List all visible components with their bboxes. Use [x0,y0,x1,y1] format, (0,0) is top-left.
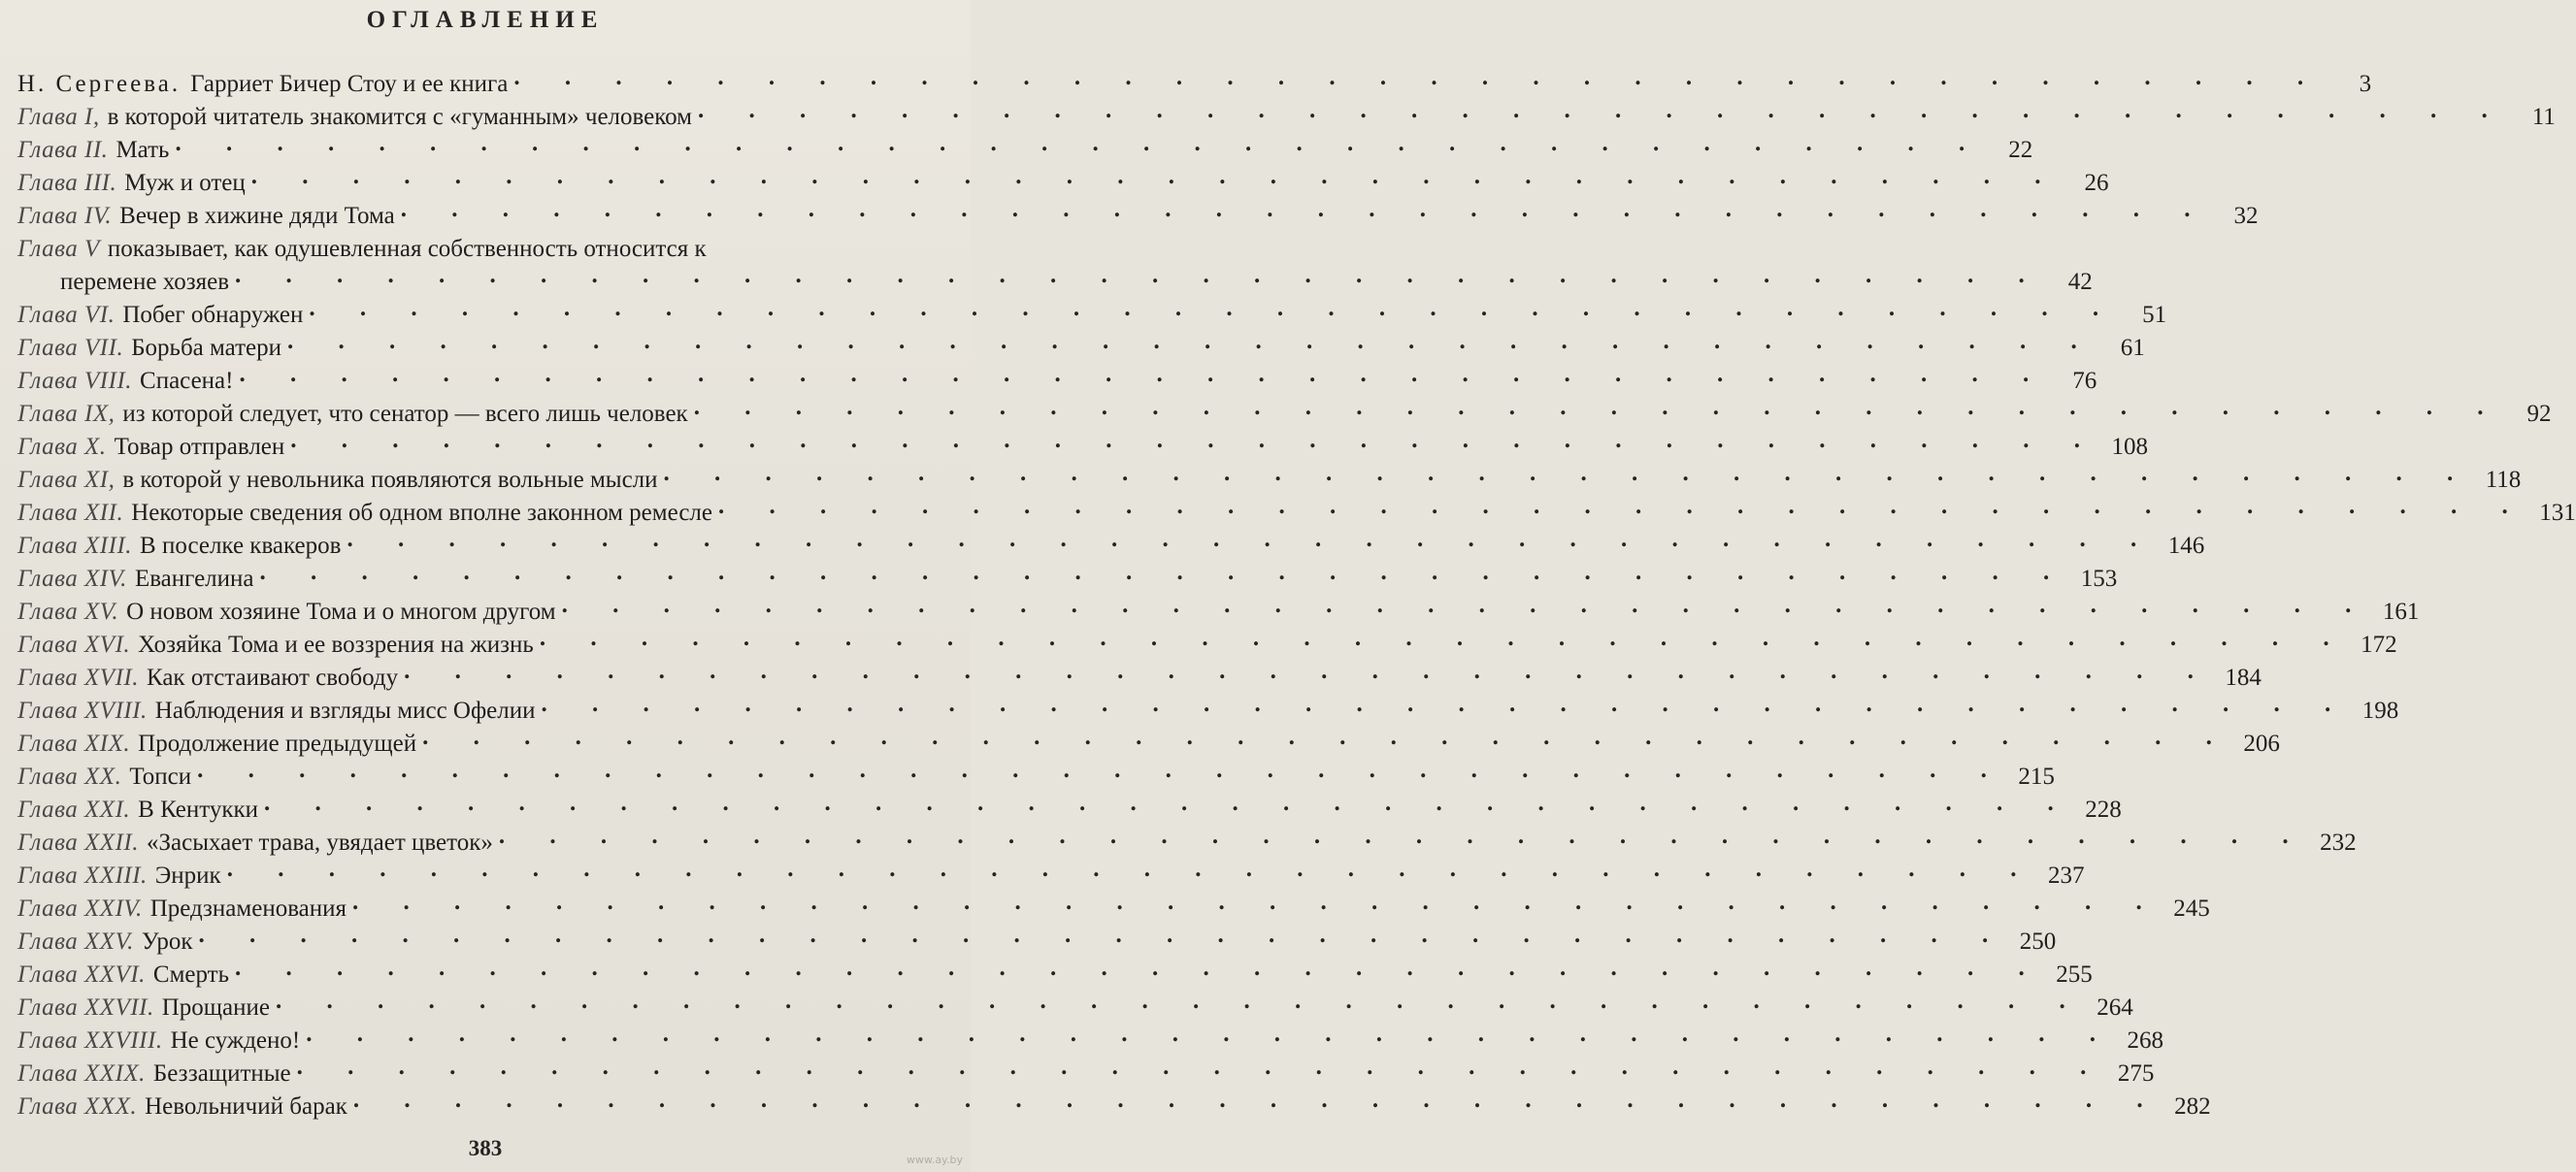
dot-leader: . . . . . . . . . . . . . . . . . . . . . . . . . . . . . . . . . . . . [309,295,2119,321]
chapter-title: Муж и отец [124,170,246,196]
chapter-title: Как отстаивают свободу [146,665,399,691]
toc-page-number: 275 [2117,1060,2155,1087]
chapter-label: Глава VIII. [17,368,133,394]
toc-page-number: 51 [2142,302,2167,328]
toc-page-number: 198 [2361,698,2399,724]
chapter-title: Борьба матери [131,335,282,361]
chapter-label: Глава IV. [17,203,113,229]
watermark: www.ay.by [906,1154,963,1166]
toc-page-number: 282 [2174,1093,2211,1120]
toc-page-number: 22 [2008,137,2033,163]
dot-leader: . . . . . . . . . . . . . . . . . . . . . . . . . . . . . . . . . . . . [717,493,2527,519]
chapter-label: Глава XVIII. [17,698,148,724]
chapter-title: Побег обнаружен [122,302,304,328]
chapter-label: Глава IX, [17,401,116,427]
chapter-title: Топси [129,764,192,790]
chapter-label: Глава II. [17,137,109,163]
toc-line [17,1087,2211,1123]
page-heading: ОГЛАВЛЕНИЕ [366,7,605,33]
toc-entry [17,1087,2211,1123]
toc-page-number: 264 [2097,994,2133,1021]
toc-page-number: 215 [2018,764,2055,790]
dot-leader: . . . . . . . . . . . . . . . . . . . . . . . . . . . . . . . . . . . . [197,757,2006,783]
toc-page-number: 184 [2225,665,2262,691]
dot-leader: . . . . . . . . . . . . . . . . . . . . . . . . . . . . . . . . . . . . [498,823,2308,849]
toc-page-number: 131 [2539,500,2576,526]
dot-leader: . . . . . . . . . . . . . . . . . . . . . . . . . . . . . . . . . . . . [513,64,2324,90]
toc-page-number: 250 [2019,928,2057,955]
chapter-label: Глава XI, [17,467,116,493]
chapter-title: Невольничий барак [145,1093,347,1120]
chapter-label: Глава XXIII. [17,863,148,889]
toc-page-number: 11 [2531,104,2556,130]
dot-leader: . . . . . . . . . . . . . . . . . . . . . . . . . . . . . . . . . . . . [352,1087,2163,1113]
chapter-label: Глава VI. [17,302,116,328]
chapter-title: Смерть [152,961,230,988]
dot-leader: . . . . . . . . . . . . . . . . . . . . . . . . . . . . . . . . . . . . [250,163,2061,189]
dot-leader: . . . . . . . . . . . . . . . . . . . . . . . . . . . . . . . . . . . . [235,955,2044,981]
toc-page-number: 32 [2233,203,2259,229]
chapter-title: Евангелина [134,566,254,592]
toc-page-number: 172 [2361,632,2397,658]
chapter-title-continuation: перемене хозяев [60,269,230,295]
chapter-label: Глава XXVII. [17,994,154,1021]
chapter-label: Глава XIV. [17,566,127,592]
chapter-title: «Засыхает трава, увядает цветок» [146,830,493,856]
toc-page-number: 92 [2526,401,2552,427]
dot-leader: . . . . . . . . . . . . . . . . . . . . . . . . . . . . . . . . . . . . [306,1021,2115,1047]
chapter-title: Продолжение предыдущей [138,731,417,757]
chapter-label: Глава XII. [17,500,124,526]
dot-leader: . . . . . . . . . . . . . . . . . . . . . . . . . . . . . . . . . . . . [539,625,2349,651]
chapter-label: Глава XXX. [17,1093,138,1120]
toc-page-number: 26 [2084,170,2109,196]
toc-author: Н. Сергеева. [17,71,182,97]
toc-page-number: 232 [2320,830,2357,856]
toc-page-number: 228 [2085,797,2122,823]
dot-leader: . . . . . . . . . . . . . . . . . . . . . . . . . . . . . . . . . . . . [663,460,2473,486]
chapter-label: Глава XXVI. [17,961,146,988]
chapter-label: Глава XXV. [17,928,134,955]
chapter-label: Глава XIX. [17,731,131,757]
chapter-title: Беззащитные [152,1060,291,1087]
chapter-title: Прощание [161,994,271,1021]
chapter-title: Вечер в хижине дяди Тома [119,203,395,229]
toc-page-number: 61 [2120,335,2145,361]
toc-title: Гарриет Бичер Стоу и ее книга [190,71,509,97]
dot-leader: . . . . . . . . . . . . . . . . . . . . . . . . . . . . . . . . . . . . [541,691,2351,717]
toc-page-number: 268 [2127,1027,2163,1054]
dot-leader: . . . . . . . . . . . . . . . . . . . . . . . . . . . . . . . . . . . . [698,97,2507,123]
dot-leader: . . . . . . . . . . . . . . . . . . . . . . . . . . . . . . . . . . . . [264,790,2073,816]
table-of-contents [17,64,2576,1123]
chapter-label: Глава XIII. [17,533,133,559]
chapter-list [17,97,2576,1123]
dot-leader: . . . . . . . . . . . . . . . . . . . . . . . . . . . . . . . . . . . . [235,262,2044,288]
chapter-label: Глава XXII. [17,830,139,856]
chapter-title: показывает, как одушевленная собственность относится к [107,236,707,262]
toc-entry [17,196,2259,233]
dot-leader: . . . . . . . . . . . . . . . . . . . . . . . . . . . . . . . . . . . . [422,724,2231,750]
toc-page-number: 206 [2243,731,2280,757]
dot-leader: . . . . . . . . . . . . . . . . . . . . . . . . . . . . . . . . . . . . [259,559,2069,585]
toc-page-number: 76 [2072,368,2097,394]
dot-leader: . . . . . . . . . . . . . . . . . . . . . . . . . . . . . . . . . . . . [347,526,2157,552]
toc-page-number: 3 [2359,71,2372,97]
chapter-label: Глава X. [17,434,107,460]
chapter-title: Спасена! [140,368,234,394]
chapter-title: В поселке квакеров [140,533,342,559]
chapter-title: В Кентукки [138,797,259,823]
toc-page-number: 255 [2056,961,2093,988]
dot-leader: . . . . . . . . . . . . . . . . . . . . . . . . . . . . . . . . . . . . [404,658,2213,684]
chapter-label: Глава XX. [17,764,122,790]
toc-entry [17,233,2093,299]
chapter-label: Глава XVI. [17,632,131,658]
dot-leader: . . . . . . . . . . . . . . . . . . . . . . . . . . . . . . . . . . . . [239,361,2049,387]
toc-line [17,196,2259,233]
dot-leader: . . . . . . . . . . . . . . . . . . . . . . . . . . . . . . . . . . . . [352,889,2162,915]
chapter-label: Глава V [17,236,100,262]
toc-page-number: 146 [2167,533,2205,559]
dot-leader: . . . . . . . . . . . . . . . . . . . . . . . . . . . . . . . . . . . . [276,988,2085,1014]
chapter-label: Глава XXVIII. [17,1027,163,1054]
toc-page-number: 237 [2047,863,2085,889]
chapter-label: Глава III. [17,170,117,196]
chapter-label: Глава XVII. [17,665,139,691]
toc-page-number: 118 [2485,467,2522,493]
chapter-label: Глава XV. [17,599,119,625]
toc-page-number: 42 [2067,269,2093,295]
dot-leader: . . . . . . . . . . . . . . . . . . . . . . . . . . . . . . . . . . . . [693,394,2503,420]
chapter-title: Предзнаменования [149,895,347,922]
dot-leader: . . . . . . . . . . . . . . . . . . . . . . . . . . . . . . . . . . . . [198,922,2008,948]
chapter-title: из которой следует, что сенатор — всего лишь человек [122,401,688,427]
dot-leader: . . . . . . . . . . . . . . . . . . . . . . . . . . . . . . . . . . . . [561,592,2371,618]
chapter-label: Глава XXI. [17,797,131,823]
page-number-folio: 383 [468,1136,503,1160]
chapter-title: Наблюдения и взгляды мисс Офелии [154,698,536,724]
dot-leader: . . . . . . . . . . . . . . . . . . . . . . . . . . . . . . . . . . . . [175,130,1985,156]
toc-page-number: 153 [2080,566,2118,592]
toc-page-number: 108 [2111,434,2149,460]
chapter-label: Глава XXIX. [17,1060,146,1087]
toc-page-number: 245 [2173,895,2210,922]
chapter-title: Урок [141,928,193,955]
chapter-title: в которой у невольника появляются вольные мысли [122,467,658,493]
dot-leader: . . . . . . . . . . . . . . . . . . . . . . . . . . . . . . . . . . . . [296,1054,2106,1080]
chapter-title: Товар отправлен [114,434,285,460]
chapter-title: Энрик [154,863,221,889]
dot-leader: . . . . . . . . . . . . . . . . . . . . . . . . . . . . . . . . . . . . [226,856,2036,882]
chapter-title: Мать [116,137,170,163]
chapter-title: Некоторые сведения об одном вполне законном ремесле [131,500,712,526]
chapter-label: Глава XXIV. [17,895,143,922]
chapter-title: Не суждено! [170,1027,301,1054]
dot-leader: . . . . . . . . . . . . . . . . . . . . . . . . . . . . . . . . . . . . [290,427,2100,453]
chapter-title: О новом хозяине Тома и о многом другом [126,599,556,625]
dot-leader: . . . . . . . . . . . . . . . . . . . . . . . . . . . . . . . . . . . . [287,328,2097,354]
chapter-label: Глава I, [17,104,100,130]
dot-leader: . . . . . . . . . . . . . . . . . . . . . . . . . . . . . . . . . . . . [400,196,2210,222]
chapter-title: Хозяйка Тома и ее воззрения на жизнь [138,632,534,658]
chapter-title: в которой читатель знакомится с «гуманным» человеком [107,104,693,130]
chapter-label: Глава VII. [17,335,124,361]
toc-page-number: 161 [2382,599,2420,625]
